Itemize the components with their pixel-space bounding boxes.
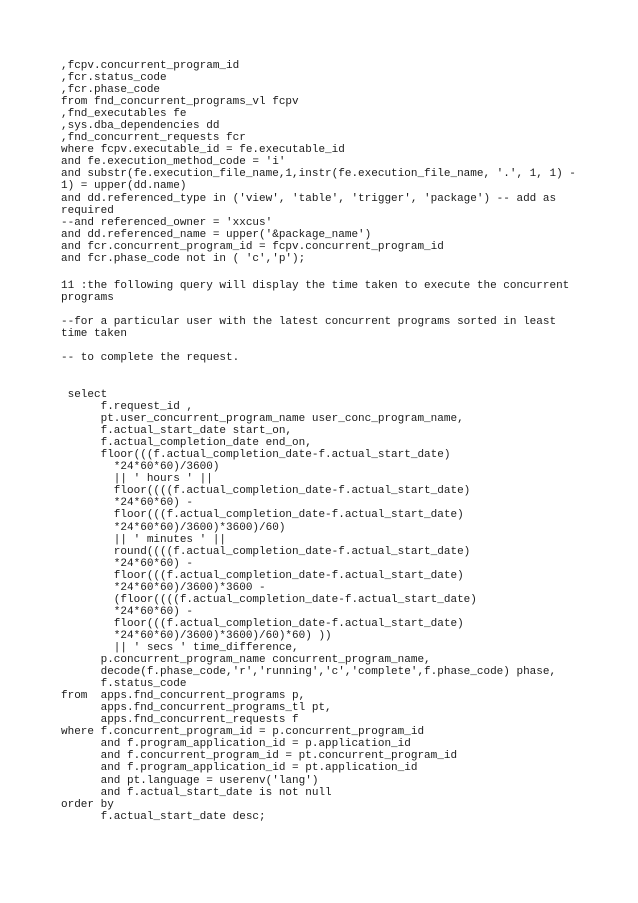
code-line: and fe.execution_method_code = 'i' (61, 156, 286, 169)
code-line: || ' hours ' || (61, 473, 213, 486)
code-line: apps.fnd_concurrent_programs_tl pt, (61, 702, 332, 715)
code-line: from apps.fnd_concurrent_programs p, (61, 690, 306, 703)
code-line: where fcpv.executable_id = fe.executable_id (61, 144, 345, 157)
code-line: pt.user_concurrent_program_name user_conc_program_name, (61, 413, 464, 426)
code-line: f.actual_start_date start_on, (61, 425, 293, 438)
code-line: *24*60*60)/3600)*3600 - (61, 581, 266, 594)
comment-line: --for a particular user with the latest concurrent programs sorted in least time taken (61, 316, 563, 341)
code-line: floor(((f.actual_completion_date-f.actual_start_date) (61, 569, 464, 582)
code-line: and f.concurrent_program_id = pt.concurrent_program_id (61, 750, 458, 763)
code-line: *24*60*60) - (61, 605, 194, 618)
code-line: ,fcr.phase_code (61, 84, 161, 97)
code-line: and pt.language = userenv('lang') (61, 774, 319, 787)
code-line: from fnd_concurrent_programs_vl fcpv (61, 96, 299, 109)
code-line: apps.fnd_concurrent_requests f (61, 714, 299, 727)
code-line: order by (61, 798, 114, 811)
code-line: (floor((((f.actual_completion_date-f.actual_start_date) (61, 593, 477, 606)
code-line: f.status_code (61, 678, 187, 691)
code-line: f.actual_completion_date end_on, (61, 437, 312, 450)
code-line: and f.program_application_id = p.application_id (61, 738, 411, 751)
code-line: ,fnd_executables fe (61, 108, 187, 121)
code-line: and substr(fe.execution_file_name,1,instr(fe.execution_file_name, '.', 1, 1) - (61, 168, 576, 181)
code-line: floor(((f.actual_completion_date-f.actual_start_date) (61, 449, 451, 462)
code-line: 1) = upper(dd.name) (61, 180, 187, 193)
code-line: where f.concurrent_program_id = p.concurrent_program_id (61, 726, 425, 739)
code-line: and dd.referenced_type in ('view', 'table', 'trigger', 'package') -- add as (61, 192, 557, 205)
code-line: *24*60*60)/3600) (61, 461, 220, 474)
code-line: floor((((f.actual_completion_date-f.actual_start_date) (61, 485, 471, 498)
code-line: ,sys.dba_dependencies dd (61, 120, 220, 133)
code-line: floor(((f.actual_completion_date-f.actual_start_date) (61, 509, 464, 522)
code-line: and dd.referenced_name = upper('&package_name') (61, 228, 372, 241)
code-line: and fcr.phase_code not in ( 'c','p'); (61, 252, 306, 265)
code-line: *24*60*60)/3600)*3600)/60)*60) )) (61, 629, 332, 642)
code-line: select (61, 389, 108, 401)
code-line: ,fnd_concurrent_requests fcr (61, 132, 246, 145)
section-heading: 11 :the following query will display the time taken to execute the concurrent programs (61, 280, 576, 305)
code-line: round((((f.actual_completion_date-f.actual_start_date) (61, 545, 471, 558)
code-line: f.request_id , (61, 401, 194, 414)
code-line: floor(((f.actual_completion_date-f.actual_start_date) (61, 617, 464, 630)
code-line: and f.program_application_id = pt.application_id (61, 762, 418, 775)
code-line: --and referenced_owner = 'xxcus' (61, 216, 273, 229)
code-line: required (61, 204, 114, 217)
comment-line: -- to complete the request. (61, 352, 240, 364)
code-line: || ' secs ' time_difference, (61, 641, 299, 654)
code-line: and fcr.concurrent_program_id = fcpv.concurrent_program_id (61, 240, 444, 253)
code-line: decode(f.phase_code,'r','running','c','complete',f.phase_code) phase, (61, 666, 557, 679)
code-line: ,fcpv.concurrent_program_id (61, 60, 240, 72)
code-line: ,fcr.status_code (61, 72, 167, 85)
code-line: *24*60*60) - (61, 557, 194, 570)
sql-query-time-taken (61, 389, 556, 823)
code-line: f.actual_start_date desc; (61, 810, 266, 823)
code-line: p.concurrent_program_name concurrent_program_name, (61, 654, 431, 667)
sql-query-running-programs (61, 60, 576, 265)
code-line: and f.actual_start_date is not null (61, 786, 332, 799)
code-line: || ' minutes ' || (61, 533, 227, 546)
code-line: *24*60*60) - (61, 497, 194, 510)
code-line: *24*60*60)/3600)*3600)/60) (61, 521, 286, 534)
